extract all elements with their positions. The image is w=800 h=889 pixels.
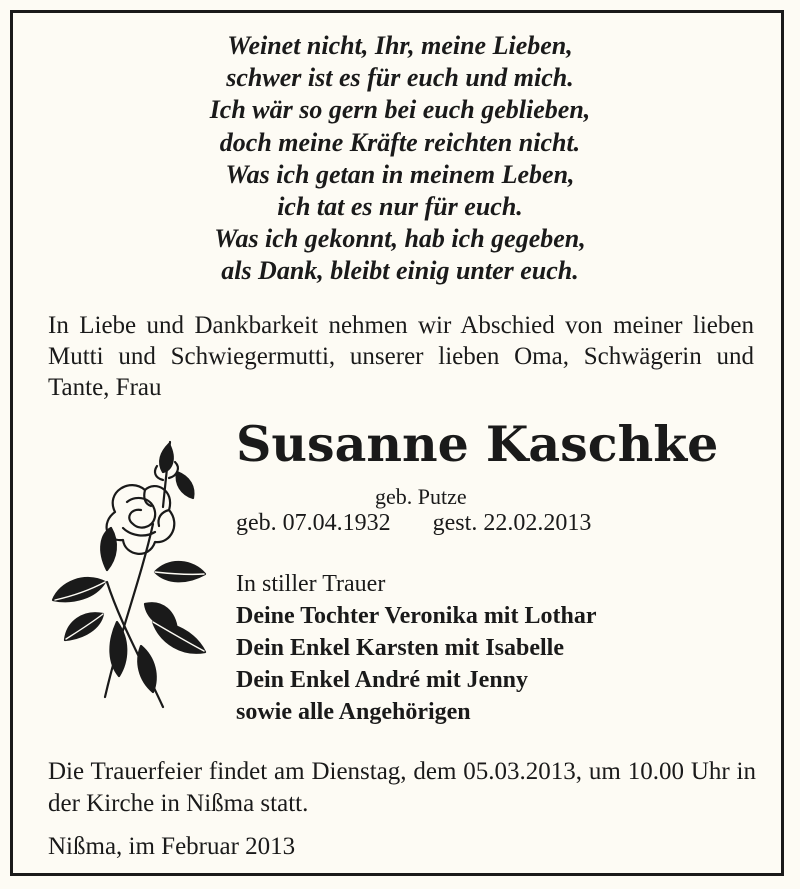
poem-line: schwer ist es für euch und mich. <box>226 63 574 93</box>
poem-line: als Dank, bleibt einig unter euch. <box>221 256 579 286</box>
mourner-line: Deine Tochter Veronika mit Lothar <box>236 603 597 629</box>
death-date: gest. 22.02.2013 <box>432 510 592 536</box>
ceremony-text: Die Trauerfeier findet am Dienstag, dem 05.03.2013, um 10.00 Uhr in der Kirche in Nißma statt. <box>48 758 756 817</box>
deceased-name: Susanne Kaschke <box>236 415 719 473</box>
poem-line: Was ich gekonnt, hab ich gegeben, <box>214 224 586 254</box>
poem-line: ich tat es nur für euch. <box>277 192 523 222</box>
maiden-name: geb. Putze <box>375 484 467 509</box>
life-dates <box>236 510 591 537</box>
mourner-line: Dein Enkel André mit Jenny <box>236 667 529 693</box>
mourners <box>236 568 596 728</box>
place-date: Nißma, im Februar 2013 <box>48 833 296 860</box>
intro-text: In Liebe und Dankbarkeit nehmen wir Abschied von meiner lieben Mutti und Schwiegermutti, unserer lieben Oma, Schwägerin und Tante, Frau <box>48 312 754 401</box>
mourner-line: Dein Enkel Karsten mit Isabelle <box>236 635 564 661</box>
poem-line: Ich wär so gern bei euch geblieben, <box>209 95 591 125</box>
birth-date: geb. 07.04.1932 <box>236 510 391 536</box>
poem-line: Was ich getan in meinem Leben, <box>225 159 575 189</box>
mourner-line: sowie alle Angehörigen <box>236 699 471 725</box>
poem-line: doch meine Kräfte reichten nicht. <box>219 127 581 157</box>
poem-line: Weinet nicht, Ihr, meine Lieben, <box>227 31 573 60</box>
rose-icon <box>45 432 215 712</box>
poem <box>30 30 770 288</box>
mourners-heading: In stiller Trauer <box>236 571 386 597</box>
